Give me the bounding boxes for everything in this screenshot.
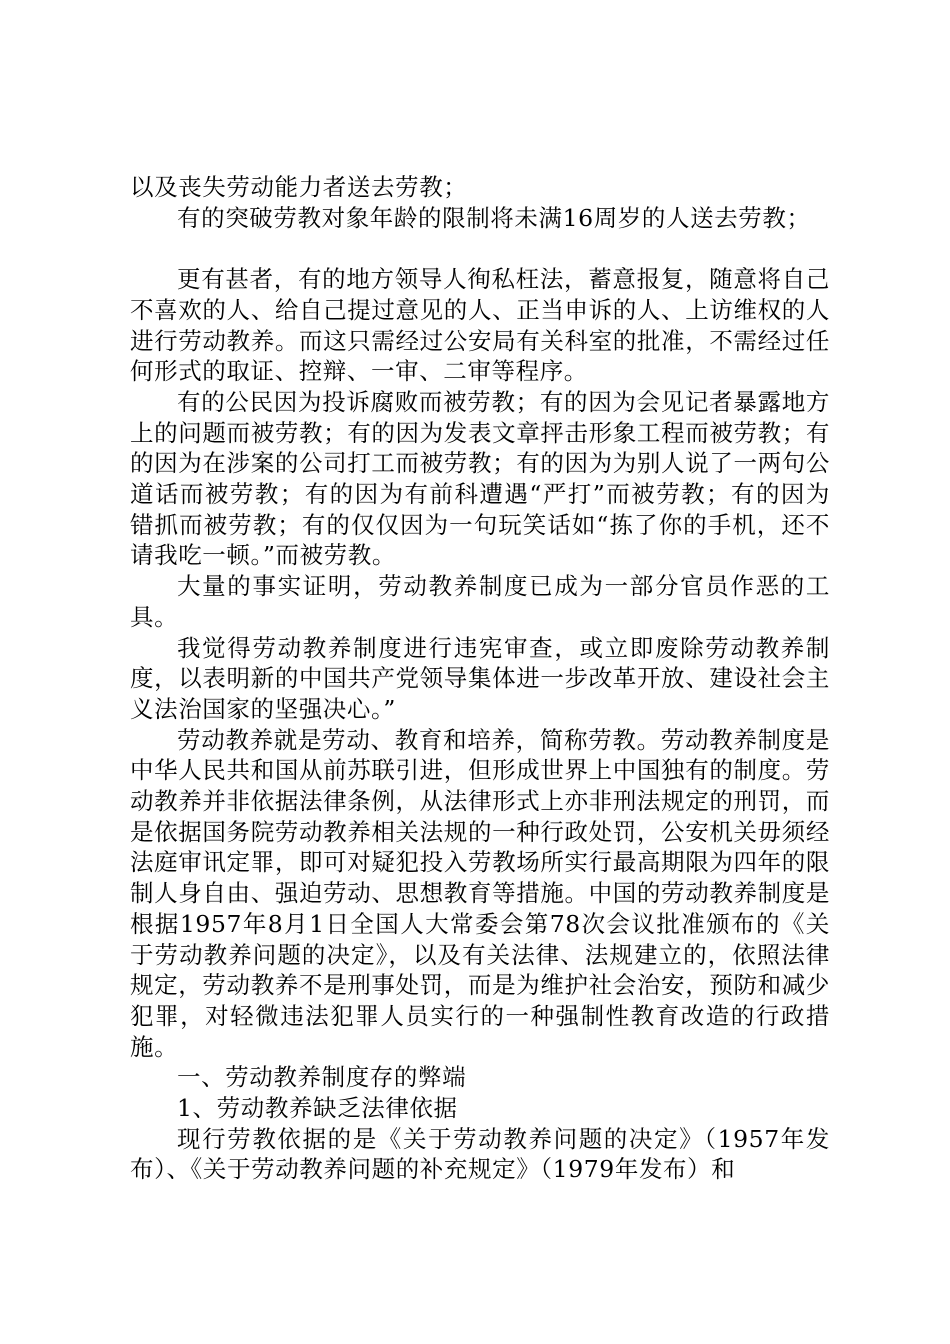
- paragraph-definition: 劳动教养就是劳动、教育和培养，简称劳教。劳动教养制度是中华人民共和国从前苏联引进，但形成世界上中国独有的制度。劳动教养并非依据法律条例，从法律形式上亦非刑法规定的刑罚，而是依据国务院劳动教养相关法规的一种行政处罚，公安机关毋须经法庭审讯定罪，即可对疑犯投入劳教场所实行最高期限为四年的限制人身自由、强迫劳动、思想教育等措施。中国的劳动教养制度是根据1957年8月1日全国人大常委会第78次会议批准颁布的《关于劳动教养问题的决定》，以及有关法律、法规建立的，依照法律规定，劳动教养不是刑事处罚，而是为维护社会治安，预防和减少犯罪，对轻微违法犯罪人员实行的一种强制性教育改造的行政措施。: [130, 725, 830, 1061]
- paragraph-facts: 大量的事实证明，劳动教养制度已成为一部分官员作恶的工具。: [130, 572, 830, 631]
- paragraph-age-limit: 有的突破劳教对象年龄的限制将未满16周岁的人送去劳教；: [177, 203, 811, 232]
- paragraph-proposal: 我觉得劳动教养制度进行违宪审查，或立即废除劳动教养制度，以表明新的中国共产党领导集体进一步改革开放、建设社会主义法治国家的坚强决心。”: [130, 633, 830, 723]
- section-heading: 一、劳动教养制度存的弊端: [177, 1063, 467, 1092]
- paragraph-legal-basis: 现行劳教依据的是《关于劳动教养问题的决定》（1957年发布）、《关于劳动教养问题的补充规定》（1979年发布）和: [130, 1124, 830, 1184]
- paragraph-examples: 有的公民因为投诉腐败而被劳教；有的因为会见记者暴露地方上的问题而被劳教；有的因为发表文章抨击形象工程而被劳教；有的因为在涉案的公司打工而被劳教；有的因为为别人说了一两句公道话而被劳教；有的因为有前科遭遇“严打”而被劳教；有的因为错抓而被劳教；有的仅仅因为一句玩笑话如“拣了你的手机，还不请我吃一顿。”而被劳教。: [130, 387, 830, 570]
- paragraph-continuation: 以及丧失劳动能力者送去劳教；: [130, 173, 468, 201]
- document-body: [130, 172, 830, 1185]
- subsection-heading: 1、劳动教养缺乏法律依据: [177, 1094, 458, 1123]
- paragraph-abuse-of-power: 更有甚者，有的地方领导人徇私枉法，蓄意报复，随意将自己不喜欢的人、给自己提过意见的人、正当申诉的人、上访维权的人进行劳动教养。而这只需经过公安局有关科室的批准，不需经过任何形式的取证、控辩、一审、二审等程序。: [130, 265, 830, 386]
- blank-line: [130, 233, 830, 264]
